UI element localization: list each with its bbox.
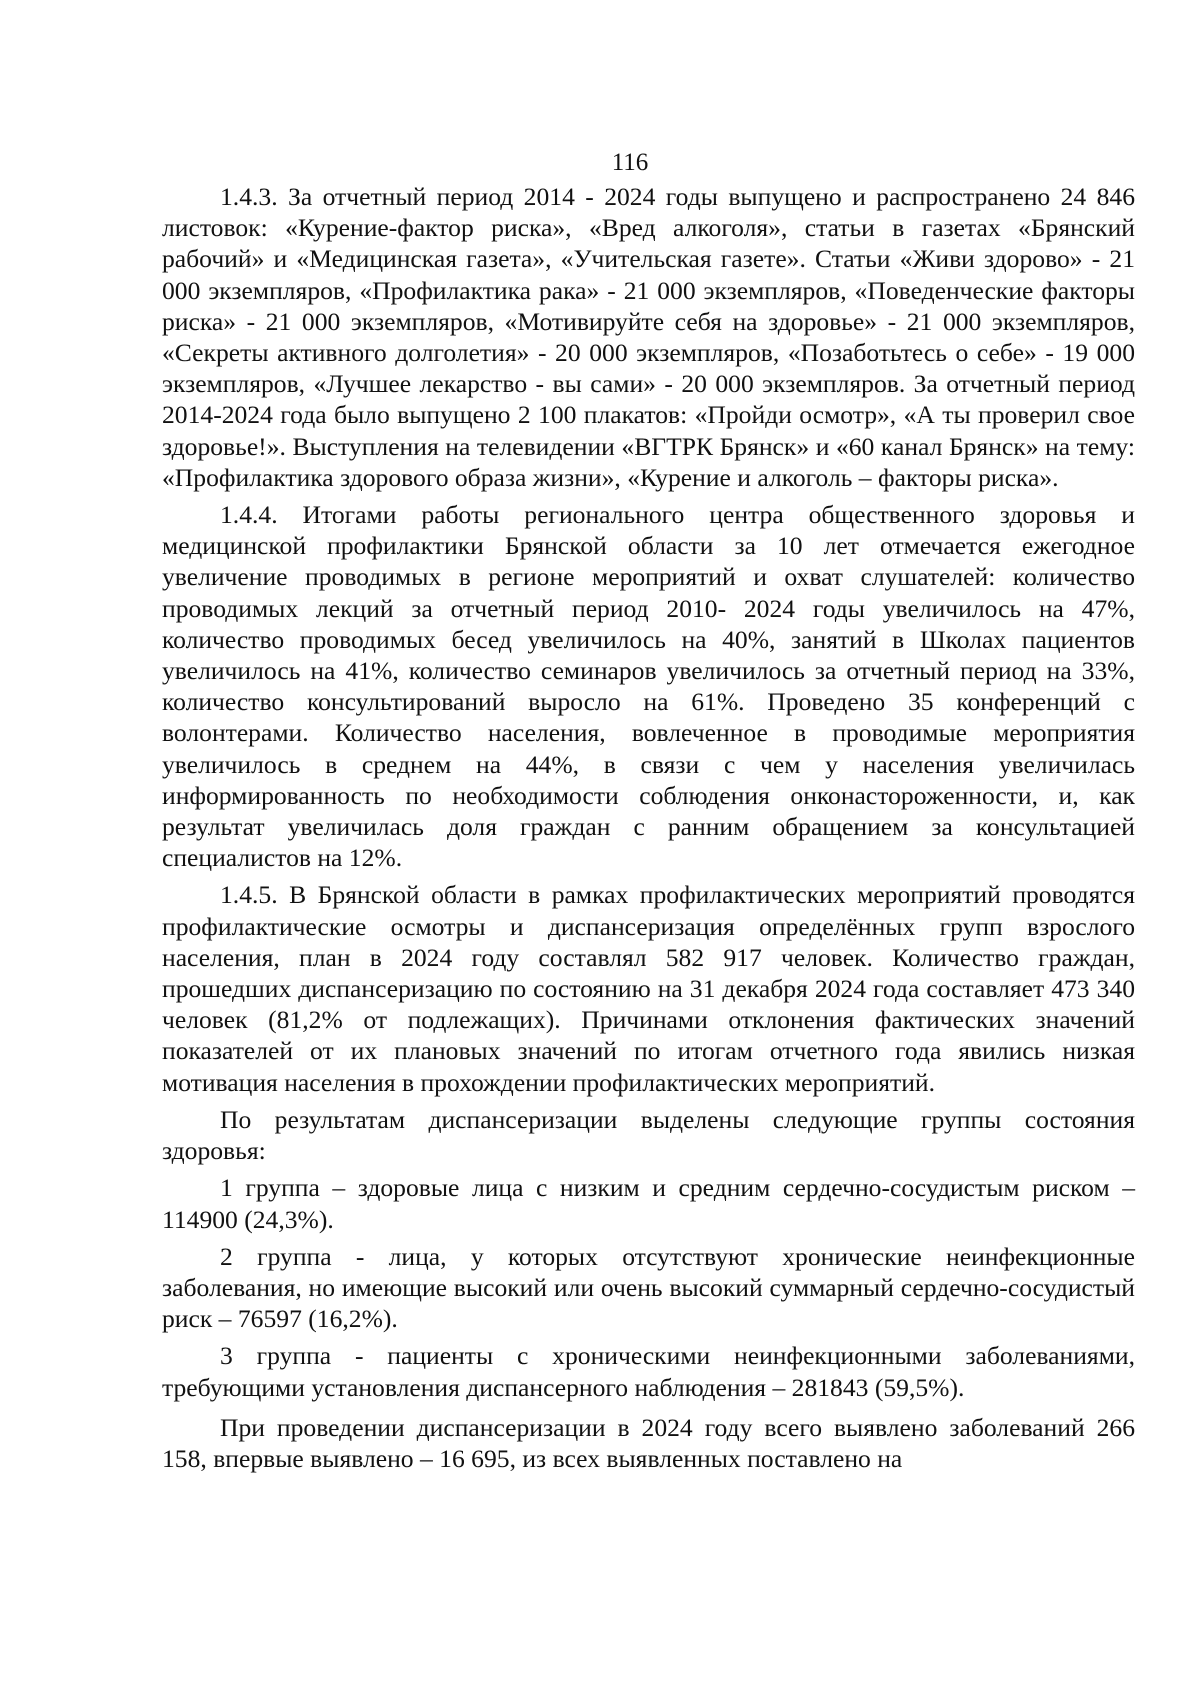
paragraph-group-2: 2 группа - лица, у которых отсутствуют хронические неинфекционные заболевания, но имеющие высокий или очень высокий суммарный сердечно-сосудистый риск – 76597 (16,2%).: [162, 1241, 1135, 1334]
paragraph-1-4-4: 1.4.4. Итогами работы регионального центра общественного здоровья и медицинской профилактики Брянской области за 10 лет отмечается ежегодное увеличение проводимых в регионе мероприятий и охват слушателей: количество проводимых лекций за отчетный период 2010- 2024 годы увеличилось на 47%, количество проводимых бесед увеличилось на 40%, занятий в Школах пациентов увеличилось на 41%, количество семинаров увеличилось за отчетный период на 33%, количество консультирований выросло на 61%. Проведено 35 конференций с волонтерами. Количество населения, вовлеченное в проводимые мероприятия увеличилось в среднем на 44%, в связи с чем у населения увеличилась информированность по необходимости соблюдения онконастороженности, и, как результат увеличилась доля граждан с ранним обращением за консультацией специалистов на 12%.: [162, 500, 1135, 873]
paragraph-1-4-5: 1.4.5. В Брянской области в рамках профилактических мероприятий проводятся профилактические осмотры и диспансеризация определённых групп взрослого населения, план в 2024 году составлял 582 917 человек. Количество граждан, прошедших диспансеризацию по состоянию на 31 декабря 2024 года составляет 473 340 человек (81,2% от подлежащих). Причинами отклонения фактических значений показателей от их плановых значений по итогам отчетного года явились низкая мотивация населения в прохождении профилактических мероприятий.: [162, 880, 1135, 1097]
paragraph-group-3: 3 группа - пациенты с хроническими неинфекционными заболеваниями, требующими установления диспансерного наблюдения – 281843 (59,5%).: [162, 1341, 1135, 1402]
page-number: 116: [611, 149, 649, 176]
paragraph-group-1: 1 группа – здоровые лица с низким и средним сердечно-сосудистым риском – 114900 (24,3%).: [162, 1173, 1135, 1234]
paragraph-1-4-3: 1.4.3. За отчетный период 2014 - 2024 годы выпущено и распространено 24 846 листовок: «Курение-фактор риска», «Вред алкоголя», статьи в газетах «Брянский рабочий» и «Медицинская газета», «Учительская газете». Статьи «Живи здорово» - 21 000 экземпляров, «Профилактика рака» - 21 000 экземпляров, «Поведенческие факторы риска» - 21 000 экземпляров, «Мотивируйте себя на здоровье» - 21 000 экземпляров, «Секреты активного долголетия» - 20 000 экземпляров, «Позаботьтесь о себе» - 19 000 экземпляров, «Лучшее лекарство - вы сами» - 20 000 экземпляров. За отчетный период 2014-2024 года было выпущено 2 100 плакатов: «Пройди осмотр», «А ты проверил свое здоровье!». Выступления на телевидении «ВГТРК Брянск» и «60 канал Брянск» на тему: «Профилактика здорового образа жизни», «Курение и алкоголь – факторы риска».: [162, 182, 1135, 492]
document-body: [162, 181, 1135, 1474]
paragraph-health-groups-intro: По результатам диспансеризации выделены следующие группы состояния здоровья:: [162, 1104, 1135, 1166]
paragraph-diseases-detected: При проведении диспансеризации в 2024 году всего выявлено заболеваний 266 158, впервые выявлено – 16 695, из всех выявленных поставлено на: [162, 1412, 1135, 1473]
